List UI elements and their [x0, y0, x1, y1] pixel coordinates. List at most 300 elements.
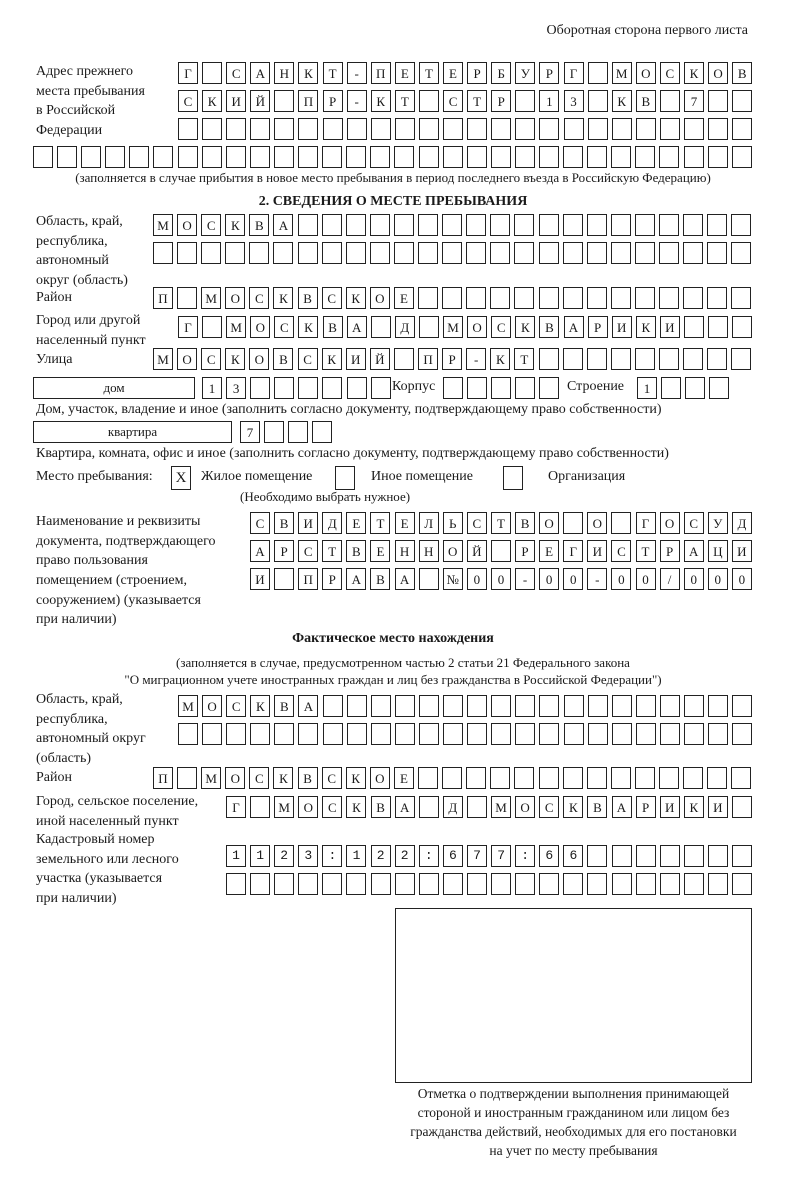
- char-cell[interactable]: [683, 287, 703, 309]
- char-cell[interactable]: [57, 146, 77, 168]
- char-cell[interactable]: С: [684, 512, 704, 534]
- char-cell[interactable]: О: [587, 512, 607, 534]
- char-cell[interactable]: П: [371, 62, 391, 84]
- char-cell[interactable]: [612, 723, 632, 745]
- char-cell[interactable]: [418, 242, 438, 264]
- char-cell[interactable]: В: [249, 214, 269, 236]
- char-cell[interactable]: [709, 377, 729, 399]
- char-cell[interactable]: С: [250, 512, 270, 534]
- char-cell[interactable]: [298, 242, 318, 264]
- char-cell[interactable]: Д: [395, 316, 415, 338]
- char-cell[interactable]: [708, 695, 728, 717]
- char-cell[interactable]: [467, 377, 487, 399]
- char-cell[interactable]: К: [612, 90, 632, 112]
- char-cell[interactable]: К: [684, 796, 704, 818]
- char-cell[interactable]: [371, 118, 391, 140]
- char-cell[interactable]: [732, 316, 752, 338]
- char-cell[interactable]: [274, 118, 294, 140]
- char-cell[interactable]: 1: [637, 377, 657, 399]
- char-cell[interactable]: [684, 723, 704, 745]
- char-cell[interactable]: Р: [322, 568, 342, 590]
- char-cell[interactable]: К: [273, 287, 293, 309]
- char-cell[interactable]: [732, 796, 752, 818]
- char-cell[interactable]: [274, 90, 294, 112]
- previous-address-row-1[interactable]: [178, 62, 752, 84]
- char-cell[interactable]: [683, 348, 703, 370]
- char-cell[interactable]: [587, 242, 607, 264]
- char-cell[interactable]: [394, 146, 414, 168]
- char-cell[interactable]: В: [370, 568, 390, 590]
- char-cell[interactable]: Й: [250, 90, 270, 112]
- char-cell[interactable]: [683, 242, 703, 264]
- char-cell[interactable]: О: [636, 62, 656, 84]
- char-cell[interactable]: М: [178, 695, 198, 717]
- char-cell[interactable]: В: [371, 796, 391, 818]
- char-cell[interactable]: [636, 873, 656, 895]
- cadastral-row-2[interactable]: [226, 873, 752, 895]
- char-cell[interactable]: Г: [178, 316, 198, 338]
- char-cell[interactable]: Р: [274, 540, 294, 562]
- char-cell[interactable]: [611, 146, 631, 168]
- char-cell[interactable]: [611, 767, 631, 789]
- char-cell[interactable]: О: [370, 287, 390, 309]
- char-cell[interactable]: [635, 242, 655, 264]
- char-cell[interactable]: Р: [515, 540, 535, 562]
- char-cell[interactable]: [539, 873, 559, 895]
- char-cell[interactable]: [202, 146, 222, 168]
- char-cell[interactable]: [298, 146, 318, 168]
- region-row-2[interactable]: [153, 242, 751, 264]
- char-cell[interactable]: [323, 118, 343, 140]
- char-cell[interactable]: [177, 242, 197, 264]
- street-field[interactable]: [153, 348, 751, 370]
- char-cell[interactable]: Т: [370, 512, 390, 534]
- actual-region-row-1[interactable]: [178, 695, 752, 717]
- char-cell[interactable]: [443, 146, 463, 168]
- char-cell[interactable]: [707, 287, 727, 309]
- char-cell[interactable]: [708, 146, 728, 168]
- checkbox-other-premises[interactable]: [335, 466, 355, 490]
- char-cell[interactable]: Т: [636, 540, 656, 562]
- char-cell[interactable]: 0: [732, 568, 752, 590]
- char-cell[interactable]: Г: [563, 540, 583, 562]
- char-cell[interactable]: [346, 146, 366, 168]
- char-cell[interactable]: [731, 214, 751, 236]
- char-cell[interactable]: [443, 377, 463, 399]
- char-cell[interactable]: К: [636, 316, 656, 338]
- char-cell[interactable]: К: [322, 348, 342, 370]
- char-cell[interactable]: П: [298, 568, 318, 590]
- char-cell[interactable]: [491, 540, 511, 562]
- char-cell[interactable]: П: [153, 287, 173, 309]
- char-cell[interactable]: [731, 348, 751, 370]
- char-cell[interactable]: [491, 695, 511, 717]
- char-cell[interactable]: [273, 242, 293, 264]
- char-cell[interactable]: [202, 723, 222, 745]
- char-cell[interactable]: К: [371, 90, 391, 112]
- document-row-3[interactable]: [250, 568, 752, 590]
- char-cell[interactable]: [442, 287, 462, 309]
- char-cell[interactable]: [661, 377, 681, 399]
- char-cell[interactable]: [732, 845, 752, 867]
- apartment-type-field[interactable]: квартира: [33, 421, 232, 443]
- char-cell[interactable]: [490, 287, 510, 309]
- district-field[interactable]: [153, 287, 751, 309]
- char-cell[interactable]: [467, 796, 487, 818]
- char-cell[interactable]: К: [346, 796, 366, 818]
- char-cell[interactable]: [660, 723, 680, 745]
- char-cell[interactable]: О: [250, 316, 270, 338]
- char-cell[interactable]: [250, 873, 270, 895]
- char-cell[interactable]: [370, 214, 390, 236]
- char-cell[interactable]: [660, 695, 680, 717]
- char-cell[interactable]: М: [201, 287, 221, 309]
- char-cell[interactable]: М: [612, 62, 632, 84]
- char-cell[interactable]: [33, 146, 53, 168]
- char-cell[interactable]: О: [539, 512, 559, 534]
- char-cell[interactable]: [611, 242, 631, 264]
- char-cell[interactable]: [178, 146, 198, 168]
- char-cell[interactable]: [467, 695, 487, 717]
- char-cell[interactable]: Г: [178, 62, 198, 84]
- char-cell[interactable]: О: [177, 348, 197, 370]
- char-cell[interactable]: [323, 695, 343, 717]
- char-cell[interactable]: [539, 118, 559, 140]
- char-cell[interactable]: М: [491, 796, 511, 818]
- char-cell[interactable]: №: [443, 568, 463, 590]
- char-cell[interactable]: Й: [370, 348, 390, 370]
- char-cell[interactable]: Ц: [708, 540, 728, 562]
- char-cell[interactable]: [346, 873, 366, 895]
- char-cell[interactable]: [611, 214, 631, 236]
- char-cell[interactable]: [563, 767, 583, 789]
- char-cell[interactable]: П: [153, 767, 173, 789]
- char-cell[interactable]: [288, 421, 308, 443]
- char-cell[interactable]: О: [298, 796, 318, 818]
- char-cell[interactable]: [659, 767, 679, 789]
- char-cell[interactable]: [466, 767, 486, 789]
- char-cell[interactable]: [612, 845, 632, 867]
- char-cell[interactable]: [659, 287, 679, 309]
- char-cell[interactable]: [129, 146, 149, 168]
- char-cell[interactable]: [731, 242, 751, 264]
- char-cell[interactable]: [370, 242, 390, 264]
- char-cell[interactable]: [395, 118, 415, 140]
- char-cell[interactable]: [732, 873, 752, 895]
- char-cell[interactable]: [442, 242, 462, 264]
- char-cell[interactable]: [707, 348, 727, 370]
- checkbox-residential[interactable]: X: [171, 466, 191, 490]
- char-cell[interactable]: [514, 287, 534, 309]
- char-cell[interactable]: [515, 873, 535, 895]
- char-cell[interactable]: А: [612, 796, 632, 818]
- char-cell[interactable]: [491, 723, 511, 745]
- char-cell[interactable]: [660, 845, 680, 867]
- char-cell[interactable]: [635, 287, 655, 309]
- char-cell[interactable]: [467, 723, 487, 745]
- char-cell[interactable]: С: [491, 316, 511, 338]
- char-cell[interactable]: [636, 723, 656, 745]
- char-cell[interactable]: В: [732, 62, 752, 84]
- char-cell[interactable]: [274, 723, 294, 745]
- char-cell[interactable]: [515, 723, 535, 745]
- char-cell[interactable]: [371, 377, 391, 399]
- char-cell[interactable]: [635, 348, 655, 370]
- char-cell[interactable]: [660, 90, 680, 112]
- previous-address-row-3[interactable]: [178, 118, 752, 140]
- char-cell[interactable]: [659, 146, 679, 168]
- char-cell[interactable]: Т: [514, 348, 534, 370]
- char-cell[interactable]: И: [226, 90, 246, 112]
- char-cell[interactable]: [732, 146, 752, 168]
- char-cell[interactable]: /: [660, 568, 680, 590]
- char-cell[interactable]: Д: [443, 796, 463, 818]
- char-cell[interactable]: [515, 146, 535, 168]
- char-cell[interactable]: С: [322, 287, 342, 309]
- char-cell[interactable]: Т: [467, 90, 487, 112]
- char-cell[interactable]: [419, 796, 439, 818]
- char-cell[interactable]: С: [201, 348, 221, 370]
- char-cell[interactable]: Р: [636, 796, 656, 818]
- char-cell[interactable]: [563, 512, 583, 534]
- char-cell[interactable]: К: [202, 90, 222, 112]
- char-cell[interactable]: [81, 146, 101, 168]
- char-cell[interactable]: 1: [539, 90, 559, 112]
- char-cell[interactable]: В: [539, 316, 559, 338]
- char-cell[interactable]: [202, 118, 222, 140]
- char-cell[interactable]: [371, 873, 391, 895]
- char-cell[interactable]: К: [298, 62, 318, 84]
- char-cell[interactable]: У: [515, 62, 535, 84]
- char-cell[interactable]: А: [395, 568, 415, 590]
- char-cell[interactable]: С: [660, 62, 680, 84]
- char-cell[interactable]: Л: [419, 512, 439, 534]
- char-cell[interactable]: [274, 377, 294, 399]
- char-cell[interactable]: О: [202, 695, 222, 717]
- char-cell[interactable]: [419, 146, 439, 168]
- char-cell[interactable]: [659, 242, 679, 264]
- char-cell[interactable]: А: [564, 316, 584, 338]
- char-cell[interactable]: [611, 348, 631, 370]
- char-cell[interactable]: С: [467, 512, 487, 534]
- char-cell[interactable]: [467, 873, 487, 895]
- char-cell[interactable]: [153, 242, 173, 264]
- char-cell[interactable]: [298, 873, 318, 895]
- char-cell[interactable]: [178, 118, 198, 140]
- char-cell[interactable]: [347, 377, 367, 399]
- char-cell[interactable]: [515, 118, 535, 140]
- char-cell[interactable]: [419, 723, 439, 745]
- char-cell[interactable]: [563, 146, 583, 168]
- char-cell[interactable]: [491, 118, 511, 140]
- char-cell[interactable]: [636, 695, 656, 717]
- char-cell[interactable]: [587, 767, 607, 789]
- char-cell[interactable]: [587, 873, 607, 895]
- actual-region-row-2[interactable]: [178, 723, 752, 745]
- char-cell[interactable]: [588, 90, 608, 112]
- char-cell[interactable]: [563, 348, 583, 370]
- char-cell[interactable]: [732, 695, 752, 717]
- char-cell[interactable]: [177, 287, 197, 309]
- char-cell[interactable]: [587, 214, 607, 236]
- char-cell[interactable]: [419, 873, 439, 895]
- char-cell[interactable]: В: [273, 348, 293, 370]
- char-cell[interactable]: [466, 242, 486, 264]
- char-cell[interactable]: Е: [395, 512, 415, 534]
- char-cell[interactable]: О: [225, 287, 245, 309]
- char-cell[interactable]: [250, 118, 270, 140]
- char-cell[interactable]: [225, 242, 245, 264]
- char-cell[interactable]: [395, 723, 415, 745]
- char-cell[interactable]: Г: [636, 512, 656, 534]
- char-cell[interactable]: И: [732, 540, 752, 562]
- char-cell[interactable]: [491, 377, 511, 399]
- char-cell[interactable]: [395, 695, 415, 717]
- char-cell[interactable]: [322, 146, 342, 168]
- char-cell[interactable]: Ь: [443, 512, 463, 534]
- char-cell[interactable]: Е: [443, 62, 463, 84]
- char-cell[interactable]: М: [226, 316, 246, 338]
- char-cell[interactable]: С: [274, 316, 294, 338]
- char-cell[interactable]: [683, 214, 703, 236]
- char-cell[interactable]: [467, 118, 487, 140]
- char-cell[interactable]: 7: [240, 421, 260, 443]
- char-cell[interactable]: [514, 242, 534, 264]
- char-cell[interactable]: И: [346, 348, 366, 370]
- char-cell[interactable]: [635, 146, 655, 168]
- char-cell[interactable]: [539, 377, 559, 399]
- char-cell[interactable]: И: [612, 316, 632, 338]
- char-cell[interactable]: 0: [611, 568, 631, 590]
- char-cell[interactable]: [394, 214, 414, 236]
- previous-address-row-2[interactable]: [178, 90, 752, 112]
- char-cell[interactable]: К: [515, 316, 535, 338]
- char-cell[interactable]: [178, 723, 198, 745]
- char-cell[interactable]: [419, 695, 439, 717]
- char-cell[interactable]: [466, 214, 486, 236]
- char-cell[interactable]: [346, 242, 366, 264]
- char-cell[interactable]: М: [443, 316, 463, 338]
- char-cell[interactable]: И: [250, 568, 270, 590]
- char-cell[interactable]: [442, 214, 462, 236]
- char-cell[interactable]: [322, 214, 342, 236]
- char-cell[interactable]: [563, 287, 583, 309]
- char-cell[interactable]: Е: [394, 287, 414, 309]
- char-cell[interactable]: Е: [539, 540, 559, 562]
- char-cell[interactable]: [539, 146, 559, 168]
- char-cell[interactable]: [418, 767, 438, 789]
- char-cell[interactable]: [443, 118, 463, 140]
- char-cell[interactable]: Н: [395, 540, 415, 562]
- char-cell[interactable]: С: [322, 767, 342, 789]
- char-cell[interactable]: [442, 767, 462, 789]
- char-cell[interactable]: М: [153, 214, 173, 236]
- char-cell[interactable]: В: [274, 512, 294, 534]
- char-cell[interactable]: [250, 796, 270, 818]
- char-cell[interactable]: 3: [226, 377, 246, 399]
- char-cell[interactable]: [659, 214, 679, 236]
- char-cell[interactable]: [249, 242, 269, 264]
- char-cell[interactable]: [564, 118, 584, 140]
- char-cell[interactable]: [395, 873, 415, 895]
- char-cell[interactable]: [250, 146, 270, 168]
- char-cell[interactable]: [707, 214, 727, 236]
- char-cell[interactable]: [371, 316, 391, 338]
- char-cell[interactable]: [588, 695, 608, 717]
- char-cell[interactable]: Б: [491, 62, 511, 84]
- char-cell[interactable]: [466, 287, 486, 309]
- char-cell[interactable]: О: [708, 62, 728, 84]
- char-cell[interactable]: С: [298, 540, 318, 562]
- char-cell[interactable]: [684, 146, 704, 168]
- char-cell[interactable]: [202, 62, 222, 84]
- char-cell[interactable]: [322, 377, 342, 399]
- char-cell[interactable]: [346, 214, 366, 236]
- building-field[interactable]: [637, 377, 729, 399]
- char-cell[interactable]: К: [225, 214, 245, 236]
- house-number-field[interactable]: [202, 377, 391, 399]
- char-cell[interactable]: [491, 873, 511, 895]
- char-cell[interactable]: В: [346, 540, 366, 562]
- char-cell[interactable]: [564, 723, 584, 745]
- char-cell[interactable]: [274, 146, 294, 168]
- char-cell[interactable]: [226, 118, 246, 140]
- char-cell[interactable]: [635, 767, 655, 789]
- char-cell[interactable]: [298, 723, 318, 745]
- char-cell[interactable]: [298, 377, 318, 399]
- char-cell[interactable]: [564, 695, 584, 717]
- char-cell[interactable]: [587, 348, 607, 370]
- char-cell[interactable]: [298, 118, 318, 140]
- char-cell[interactable]: [490, 242, 510, 264]
- char-cell[interactable]: К: [225, 348, 245, 370]
- actual-city-field[interactable]: [226, 796, 752, 818]
- char-cell[interactable]: С: [201, 214, 221, 236]
- checkbox-organization[interactable]: [503, 466, 523, 490]
- char-cell[interactable]: В: [636, 90, 656, 112]
- char-cell[interactable]: [419, 118, 439, 140]
- char-cell[interactable]: [659, 348, 679, 370]
- char-cell[interactable]: А: [250, 540, 270, 562]
- char-cell[interactable]: Р: [323, 90, 343, 112]
- char-cell[interactable]: К: [250, 695, 270, 717]
- char-cell[interactable]: К: [684, 62, 704, 84]
- char-cell[interactable]: [684, 118, 704, 140]
- char-cell[interactable]: -: [347, 62, 367, 84]
- char-cell[interactable]: [539, 214, 559, 236]
- char-cell[interactable]: [707, 767, 727, 789]
- char-cell[interactable]: М: [201, 767, 221, 789]
- char-cell[interactable]: [322, 242, 342, 264]
- char-cell[interactable]: М: [274, 796, 294, 818]
- char-cell[interactable]: А: [298, 695, 318, 717]
- char-cell[interactable]: Г: [564, 62, 584, 84]
- char-cell[interactable]: Е: [394, 767, 414, 789]
- char-cell[interactable]: Н: [419, 540, 439, 562]
- char-cell[interactable]: И: [298, 512, 318, 534]
- char-cell[interactable]: О: [177, 214, 197, 236]
- char-cell[interactable]: 0: [636, 568, 656, 590]
- char-cell[interactable]: [587, 146, 607, 168]
- char-cell[interactable]: П: [418, 348, 438, 370]
- char-cell[interactable]: [612, 118, 632, 140]
- char-cell[interactable]: [490, 767, 510, 789]
- char-cell[interactable]: [201, 242, 221, 264]
- char-cell[interactable]: Т: [395, 90, 415, 112]
- actual-district-field[interactable]: [153, 767, 751, 789]
- char-cell[interactable]: [419, 316, 439, 338]
- char-cell[interactable]: Р: [539, 62, 559, 84]
